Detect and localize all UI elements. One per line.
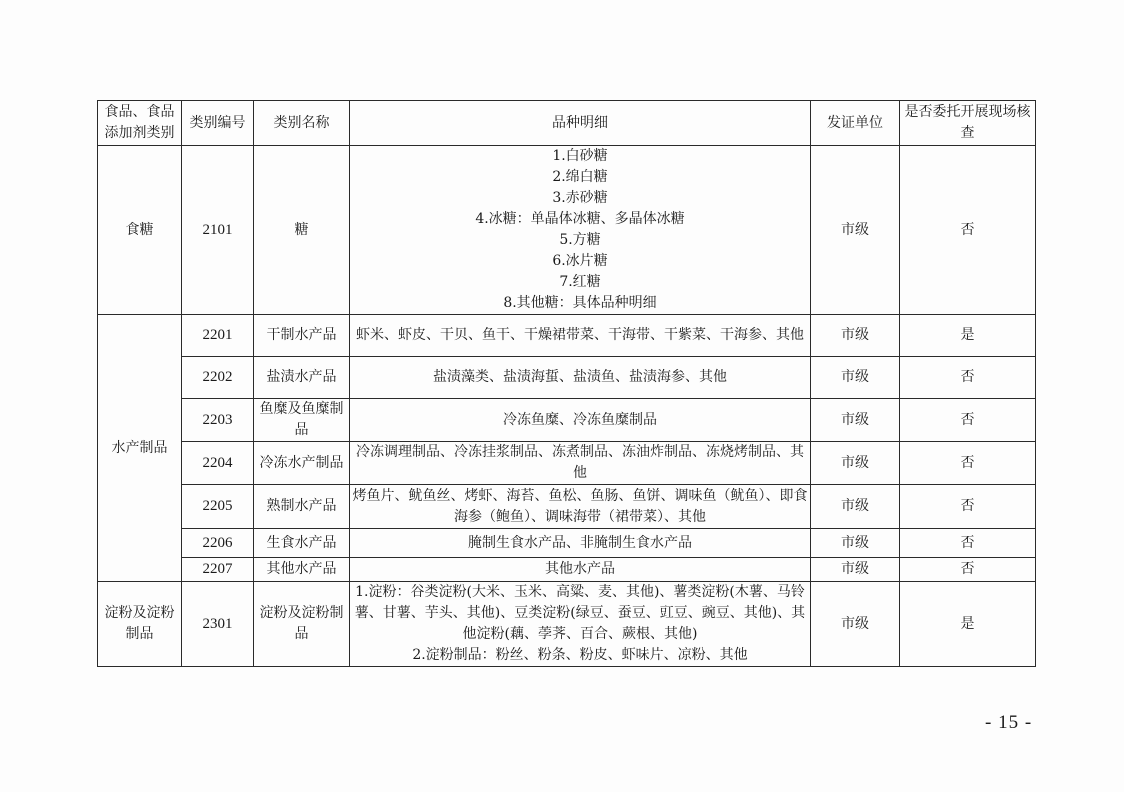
name-cell: 干制水产品	[254, 315, 350, 357]
name-cell: 其他水产品	[254, 558, 350, 582]
issuer-cell: 市级	[811, 529, 900, 558]
table-row	[98, 315, 1036, 357]
issuer-cell: 市级	[811, 399, 900, 442]
code-cell: 2202	[182, 357, 254, 399]
detail-line: 4.冰糖：单晶体冰糖、多晶体冰糖	[475, 211, 685, 227]
detail-line: 6.冰片糖	[552, 253, 608, 269]
code-cell: 2207	[182, 558, 254, 582]
detail-line: 其他水产品	[545, 561, 615, 577]
detail-line: 1.淀粉：谷类淀粉(大米、玉米、高粱、麦、其他)、薯类淀粉(木薯、马铃薯、甘薯、芋头、其他)、豆类淀粉(绿豆、蚕豆、豇豆、豌豆、其他)、其他淀粉(藕、荸荠、百合、蕨根、其他)	[354, 584, 806, 642]
table-row	[98, 357, 1036, 399]
detail-cell	[350, 529, 811, 558]
table-row	[98, 399, 1036, 442]
detail-line: 腌制生食水产品、非腌制生食水产品	[468, 534, 692, 551]
table-row	[98, 146, 1036, 315]
name-cell: 冷冻水产制品	[254, 442, 350, 485]
detail-cell	[350, 399, 811, 442]
table-row	[98, 442, 1036, 485]
code-cell: 2201	[182, 315, 254, 357]
table-row	[98, 529, 1036, 558]
code-cell: 2203	[182, 399, 254, 442]
detail-line: 2.淀粉制品：粉丝、粉条、粉皮、虾味片、凉粉、其他	[412, 647, 748, 663]
page-number: - 15 -	[985, 712, 1033, 733]
name-cell: 糖	[254, 146, 350, 315]
issuer-cell: 市级	[811, 442, 900, 485]
code-cell: 2101	[182, 146, 254, 315]
detail-cell	[350, 357, 811, 399]
header-issuer: 发证单位	[811, 101, 900, 146]
onsite-check-cell: 否	[900, 442, 1036, 485]
table-row	[98, 582, 1036, 667]
issuer-cell: 市级	[811, 582, 900, 667]
detail-line: 7.红糖	[559, 274, 601, 290]
detail-line: 虾米、虾皮、干贝、鱼干、干燥裙带菜、干海带、干紫菜、干海参、其他	[356, 327, 804, 343]
detail-cell	[350, 558, 811, 582]
code-cell: 2206	[182, 529, 254, 558]
onsite-check-cell: 是	[900, 315, 1036, 357]
name-cell: 生食水产品	[254, 529, 350, 558]
table-body	[98, 146, 1036, 667]
onsite-check-cell: 否	[900, 558, 1036, 582]
issuer-cell: 市级	[811, 146, 900, 315]
onsite-check-cell: 是	[900, 582, 1036, 667]
detail-line: 3.赤砂糖	[552, 190, 608, 206]
category-cell: 淀粉及淀粉制品	[98, 582, 182, 667]
name-cell: 鱼糜及鱼糜制品	[254, 399, 350, 442]
detail-line: 冷冻鱼糜、冷冻鱼糜制品	[503, 411, 657, 428]
onsite-check-cell: 否	[900, 146, 1036, 315]
code-cell: 2301	[182, 582, 254, 667]
detail-line: 1.白砂糖	[552, 148, 608, 164]
table-row	[98, 558, 1036, 582]
onsite-check-cell: 否	[900, 485, 1036, 529]
header-onsite: 是否委托开展现场核查	[900, 101, 1036, 146]
detail-cell	[350, 442, 811, 485]
detail-line: 2.绵白糖	[552, 169, 608, 185]
detail-cell	[350, 315, 811, 357]
header-name: 类别名称	[254, 101, 350, 146]
detail-line: 冷冻调理制品、冷冻挂浆制品、冻煮制品、冻油炸制品、冻烧烤制品、其他	[356, 444, 804, 481]
category-cell: 食糖	[98, 146, 182, 315]
food-category-table	[97, 100, 1036, 667]
issuer-cell: 市级	[811, 485, 900, 529]
onsite-check-cell: 否	[900, 399, 1036, 442]
header-category: 食品、食品添加剂类别	[98, 101, 182, 146]
header-code: 类别编号	[182, 101, 254, 146]
onsite-check-cell: 否	[900, 357, 1036, 399]
detail-cell	[350, 146, 811, 315]
name-cell: 盐渍水产品	[254, 357, 350, 399]
detail-cell	[350, 582, 811, 667]
table-row	[98, 485, 1036, 529]
category-cell: 水产制品	[98, 315, 182, 582]
detail-line: 5.方糖	[559, 232, 601, 248]
issuer-cell: 市级	[811, 315, 900, 357]
name-cell: 熟制水产品	[254, 485, 350, 529]
onsite-check-cell: 否	[900, 529, 1036, 558]
header-detail: 品种明细	[350, 101, 811, 146]
detail-line: 8.其他糖：具体品种明细	[503, 295, 657, 311]
issuer-cell: 市级	[811, 558, 900, 582]
issuer-cell: 市级	[811, 357, 900, 399]
code-cell: 2205	[182, 485, 254, 529]
detail-cell	[350, 485, 811, 529]
detail-line: 盐渍藻类、盐渍海蜇、盐渍鱼、盐渍海参、其他	[433, 369, 727, 385]
detail-line: 烤鱼片、鱿鱼丝、烤虾、海苔、鱼松、鱼肠、鱼饼、调味鱼（鱿鱼）、即食海参（鲍鱼）、调味海带（裙带菜）、其他	[352, 487, 808, 525]
name-cell: 淀粉及淀粉制品	[254, 582, 350, 667]
code-cell: 2204	[182, 442, 254, 485]
header-row	[98, 101, 1036, 146]
